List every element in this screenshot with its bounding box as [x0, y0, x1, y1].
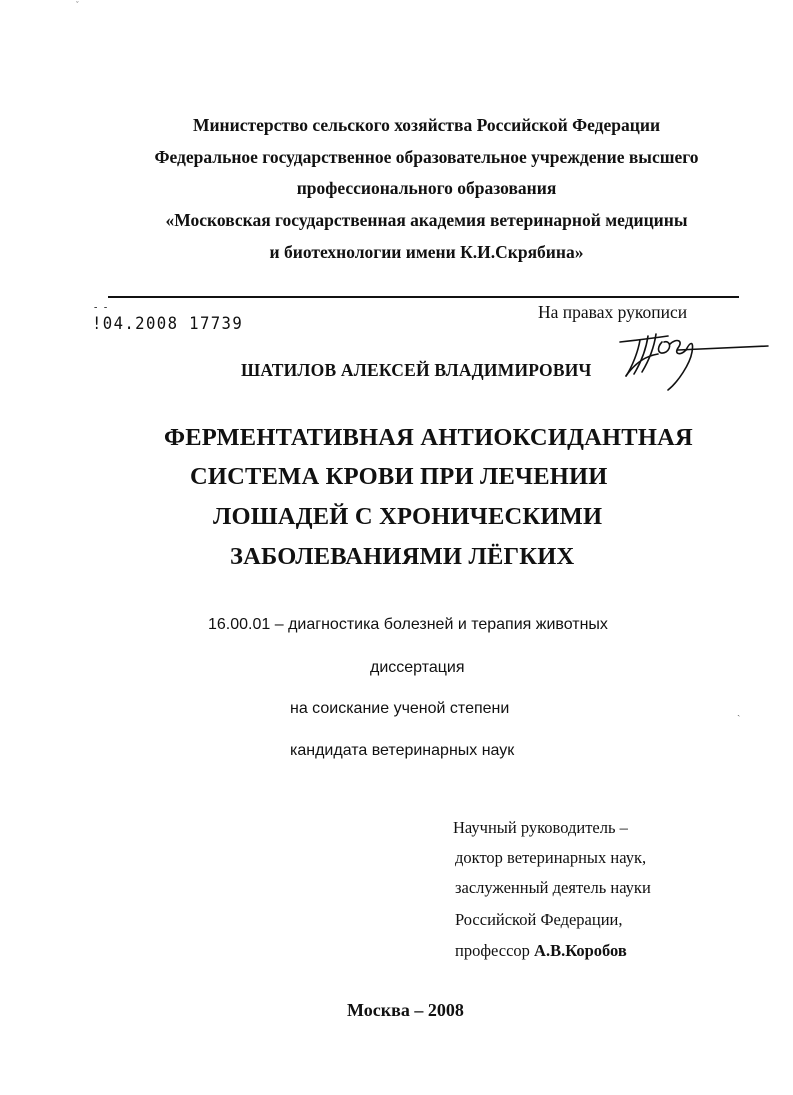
academy-line-2: и биотехнологии имени К.И.Скрябина» [269, 242, 584, 262]
header-divider [108, 296, 739, 298]
title-line-3: ЛОШАДЕЙ С ХРОНИЧЕСКИМИ [213, 503, 603, 530]
supervisor-name: А.В.Коробов [534, 941, 627, 960]
archive-stamp: !04.2008 17739 [92, 314, 244, 334]
title-line-1: ФЕРМЕНТАТИВНАЯ АНТИОКСИДАНТНАЯ [164, 424, 693, 451]
ministry-line: Министерство сельского хозяйства Российской Федерации [192, 115, 661, 135]
supervisor-honor-1: заслуженный деятель науки [455, 878, 651, 897]
manuscript-note: На правах рукописи [538, 302, 688, 322]
title-line-4: ЗАБОЛЕВАНИЯМИ ЛЁГКИХ [230, 543, 575, 570]
work-type: диссертация [370, 659, 465, 676]
scan-mark: ˇ [76, 0, 79, 9]
supervisor-title: профессор [455, 941, 530, 960]
supervisor-name-line [455, 941, 627, 961]
degree-line-1: на соискание ученой степени [290, 700, 510, 717]
specialty: 16.00.01 – диагностика болезней и терапия животных [208, 616, 608, 633]
supervisor-role: Научный руководитель – [453, 818, 628, 837]
supervisor-honor-2: Российской Федерации, [455, 910, 623, 929]
supervisor-degree: доктор ветеринарных наук, [455, 848, 647, 867]
scan-mark-right: ˏ [737, 706, 741, 717]
institution-line-2: профессионального образования [296, 178, 557, 198]
title-line-2: СИСТЕМА КРОВИ ПРИ ЛЕЧЕНИИ [190, 463, 608, 490]
institution-line-1: Федеральное государственное образовательное учреждение высшего [154, 147, 699, 167]
author-name: ШАТИЛОВ АЛЕКСЕЙ ВЛАДИМИРОВИЧ [241, 360, 592, 380]
stamp-marks: - - [94, 302, 110, 313]
academy-line-1: «Московская государственная академия ветеринарной медицины [165, 210, 688, 230]
signature-icon [618, 312, 776, 394]
degree-line-2: кандидата ветеринарных наук [290, 742, 515, 759]
city-year: Москва – 2008 [347, 1000, 464, 1020]
